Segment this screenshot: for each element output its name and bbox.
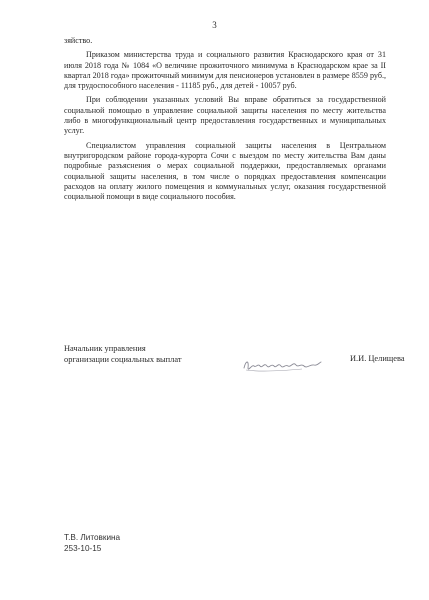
paragraph-specialist-explanation: Специалистом управления социальной защиты населения в Центральном внутригородском районе города-курорта Сочи с выездом по месту жительства Вам даны подробные разъяснения о мерах социальной поддержки, предоставляемых органами социальной защиты населения, в том числе о порядках предоставления компенсации расходов на оплату жилого помещения и коммунальных услуг, оказания государственной социальной помощи в виде социального пособия. xyxy=(64,140,386,202)
executor-info xyxy=(64,533,120,554)
signer-name: И.И. Целищева xyxy=(350,354,405,363)
paragraph-subsistence-minimum: Приказом министерства труда и социального развития Краснодарского края от 31 июля 2018 года № 1084 «О величине прожиточного минимума в Краснодарском крае за II квартал 2018 года» прожиточный минимум для пенсионеров установлен в размере 8559 руб., для трудоспособного населения - 11185 руб., для детей - 10057 руб. xyxy=(64,50,386,91)
paragraph-continuation: зяйство. xyxy=(64,36,93,45)
page-number: 3 xyxy=(212,20,217,30)
signature-title xyxy=(64,343,386,365)
signer-position-line1: Начальник управления xyxy=(64,344,146,353)
handwritten-signature xyxy=(240,354,324,376)
executor-name: Т.В. Литовкина xyxy=(64,533,121,542)
signer-position-line2: организации социальных выплат xyxy=(64,355,182,364)
letter-body xyxy=(64,36,386,202)
paragraph-apply-for-assistance: При соблюдении указанных условий Вы вправе обратиться за государственной социальной помощью в управление социальной защиты населения по месту жительства либо в многофункциональный центр предоставления государственных и муниципальных услуг. xyxy=(64,95,386,136)
executor-phone: 253-10-15 xyxy=(64,543,102,553)
